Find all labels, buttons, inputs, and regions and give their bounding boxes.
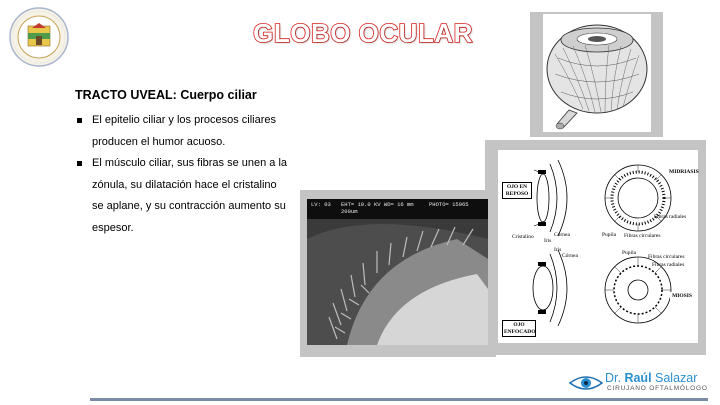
accommodation-pupil-diagram [498,150,698,343]
label-iris: Iris [544,238,552,244]
brand-prefix: Dr. [605,371,625,385]
eye-illustration [543,14,651,132]
label-miosis: MIOSIS [670,292,694,301]
label-ojo-en-reposo: OJO EN REPOSO [502,182,532,199]
bullet-item: El músculo ciliar, sus fibras se unen a la zónula, su dilatación hace el cristalino se aplane, y su contracción aumento su espesor. [75,153,290,239]
brand-name-rest: Salazar [651,371,698,385]
label-pupila: Pupila [622,250,637,256]
label-fibras-circulares: Fibras circulares [624,233,661,239]
micrograph-header-mid: EHT= 10.0 KV WD= 16 mm [341,201,414,208]
label-fibras-circulares: Fibras circulares [648,254,685,260]
section-heading: TRACTO UVEAL: Cuerpo ciliar [75,88,257,102]
slide-title: GLOBO OCULAR [253,18,473,48]
label-fibras-radiales: Fibras radiales [652,262,685,268]
label-midriasis: MIDRIASIS [669,169,699,175]
label-cornea: Córnea [554,232,570,238]
label-pupila: Pupila [602,232,617,238]
label-cornea: Córnea [562,253,578,259]
micrograph-header-right: PHOTO= 15965 [429,201,469,208]
label-cristalino: Cristalino [512,234,534,240]
micrograph-header-left: LV: 03 [311,201,331,208]
eye-logo-icon [569,373,603,393]
label-ojo-enfocado: OJO ENFOCADO [502,320,536,337]
micrograph-scale: 200um [341,208,358,215]
bullet-list [75,110,290,239]
footer-rule [90,398,708,401]
electron-micrograph [307,199,488,345]
university-seal-logo [8,6,70,68]
brand-subtitle: CIRUJANO OFTALMÓLOGO [607,385,708,392]
label-iris: Iris [554,247,562,253]
brand-name [605,371,697,385]
brand-name-bold: Raúl [624,371,652,385]
brand-logo [566,368,714,398]
bullet-item: El epitelio ciliar y los procesos ciliares producen el humor acuoso. [75,110,290,153]
label-fibras-radiales: Fibras radiales [654,214,687,220]
